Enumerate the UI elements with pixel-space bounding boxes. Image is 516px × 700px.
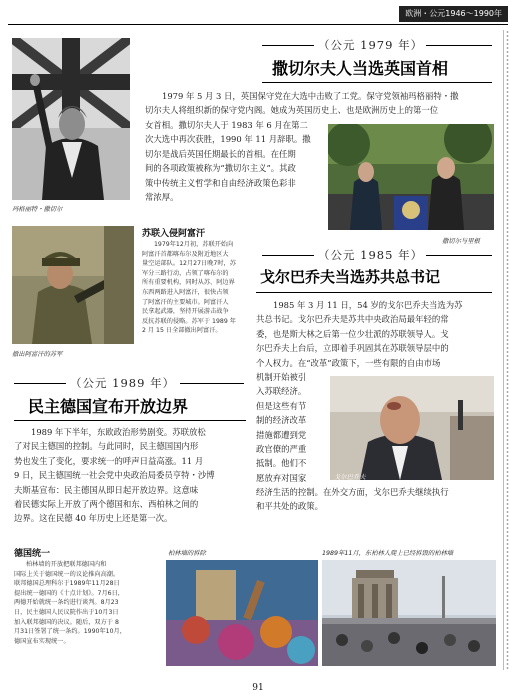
text-line: 委，也是斯大林之后第一位少壮派的苏联领导人。戈 (256, 328, 449, 339)
text-line: 策中传统主义哲学和自由经济政策色彩非 (145, 177, 296, 188)
title-rule-1979 (262, 82, 492, 83)
text-line: 夫斯基宣布：民主德国从即日起开放边界。这意味 (14, 484, 199, 495)
text-line: 和平共处的政策。 (256, 501, 323, 512)
text-line: 联邦德国总理科尔于1989年11月28日 (14, 580, 120, 588)
text-line: 德国宣布实现统一。 (14, 637, 70, 645)
text-line: 月31日签署了统一条约。1990年10月， (14, 628, 126, 636)
berlin-crowd-caption: 1989年11月，东柏林人爬上已经拆毁的柏林墙 (322, 550, 454, 557)
year-rule-1979 (262, 45, 314, 46)
text-line: 1989 年下半年，东欧政治形势剧变。苏联放松 (31, 427, 206, 437)
text-line: 愿放弃对国家 (256, 472, 307, 483)
text-line: 1985 年 3 月 11 日，54 岁的戈尔巴乔夫当选为苏 (273, 300, 463, 310)
berlin-wall-caption: 柏林墙的拆除 (168, 550, 206, 557)
text-line: 了对民主德国的控制。与此同时，民主德国国内形 (14, 441, 199, 452)
article-title-1989: 民主德国宣布开放边界 (28, 397, 189, 416)
header-rule (8, 24, 508, 25)
article-title-1985: 戈尔巴乔夫当选苏共总书记 (260, 268, 441, 286)
page-number: 91 (252, 683, 264, 693)
year-rule-1989 (14, 383, 66, 384)
year-rule-1985 (262, 255, 314, 256)
text-line: 势也发生了变化，要求统一的呼声日益高涨。11 月 (14, 455, 204, 466)
thatcher-photo (12, 38, 130, 200)
text-line: 着民德实际上开放了两个德国和东、西柏林之间的 (14, 499, 199, 510)
text-line: 女首相。撒切尔夫人于 1983 年 6 月在第二 (145, 120, 308, 130)
article-title-1979: 撒切尔夫人当选英国首相 (272, 59, 449, 78)
text-line: 所有重要机构，同时从苏、阿边界 (142, 279, 235, 287)
text-line: 切尔夫人将组织新的保守党内阁。她成为英国历史上、也是欧洲历史上的第一位 (145, 105, 439, 116)
text-line: 量空运部队。12月27日晚7时，苏 (142, 260, 236, 268)
text-line: 常浓厚。 (145, 192, 179, 203)
text-line: 次大选中再次获胜，1990 年 11 月辞职。撒 (145, 134, 311, 145)
text-line: 东西两路进入阿富汗，很快占领 (142, 288, 229, 296)
text-line: 日，民主德国人民议院作出于10月3日 (14, 608, 119, 616)
thatcher-reagan-photo (328, 124, 494, 230)
section-tab: 欧洲・公元1946～1990年 (399, 6, 508, 22)
text-line: 9 日，民主德国统一社会党中央政治局委员亨特・沙博 (14, 470, 215, 481)
side-rule (503, 30, 504, 670)
title-rule-1989 (14, 420, 246, 421)
berlin-crowd-photo (322, 560, 496, 666)
thatcher-reagan-caption: 撒切尔与里根 (442, 238, 480, 245)
text-line: 共总书记。戈尔巴乔夫是苏共中央政治局最年轻的常 (256, 314, 449, 325)
text-line: 加入联邦德国的决议。随后，双方于 8 (14, 618, 119, 626)
text-line: 1979年12月初，苏联开始向 (154, 241, 234, 248)
text-line: 间的各项政策被称为“撒切尔主义”。其政 (145, 163, 296, 174)
year-heading-1979: （公元 1979 年） (318, 38, 424, 52)
page-header (0, 0, 516, 22)
text-line: 切尔是战后英国任期最长的首相。在任期 (145, 148, 296, 159)
text-line: 国际上关于德国统一的议论推向高潮。 (14, 570, 120, 578)
afghan-soldier-caption: 撤出阿富汗的苏军 (12, 351, 63, 358)
text-line: 入苏联经济。 (256, 386, 307, 397)
text-line: 1979 年 5 月 3 日，英国保守党在大选中击败了工党。保守党领袖玛格丽特・撒 (162, 91, 459, 101)
year-heading-1989: （公元 1989 年） (70, 376, 176, 390)
text-line: 军分三路行动，占领了喀布尔的 (142, 269, 229, 277)
afghan-soldier-photo (12, 226, 134, 344)
text-line: 个人权力。在“改革”政策下，一些有限的自由市场 (256, 357, 441, 368)
unification-body (14, 560, 164, 646)
gorbachev-caption: 戈尔巴乔夫 (334, 474, 366, 481)
title-rule-1985 (256, 292, 492, 293)
year-rule-1979-right (426, 45, 492, 46)
year-rule-1989-right (180, 383, 244, 384)
text-line: 政官僚的严重 (256, 444, 307, 455)
text-line: 反抗苏联的侵略。苏军于 1989 年 (142, 317, 236, 325)
text-line: 尔巴乔夫上台后，立即着手巩固其在苏联领导层中的 (256, 343, 449, 354)
berlin-wall-photo (166, 560, 318, 666)
text-line: 民拿起武器，坚持开展游击战争 (142, 308, 229, 316)
text-line: 机制开始被引 (256, 372, 307, 382)
gorbachev-photo (330, 376, 494, 480)
year-heading-1985: （公元 1985 年） (318, 248, 424, 262)
article-body-1985 (256, 298, 496, 370)
article-body-1985-end (256, 485, 496, 514)
text-line: 柏林墙的开放把联邦德国内和 (26, 561, 107, 568)
article-body-1979-wrap (145, 118, 325, 204)
afghan-title: 苏联入侵阿富汗 (142, 229, 206, 239)
text-line: 措施都遭到党 (256, 429, 307, 440)
text-line: 阿富汗首都喀布尔及附近地区大 (142, 250, 229, 258)
unification-title: 德国统一 (14, 549, 51, 559)
afghan-body (142, 240, 270, 336)
article-body-1979 (145, 89, 495, 118)
text-line: 制的经济改革 (256, 415, 307, 426)
text-line: 抵制。他们不 (256, 458, 307, 469)
article-body-1985-narrow (256, 370, 326, 485)
thatcher-caption: 玛格丽特・撒切尔 (12, 206, 63, 213)
text-line: 但是这些有节 (256, 400, 307, 411)
text-line: 提出统一德国的《十点计划》。7月6日， (14, 589, 124, 597)
text-line: 了阿富汗的主要城市。阿富汗人 (142, 298, 229, 306)
text-line: 2 月 15 日全部撤出阿富汗。 (142, 327, 222, 335)
text-line: 经济生活的控制。在外交方面，戈尔巴乔夫继续执行 (256, 487, 449, 497)
side-dots-decoration (506, 30, 509, 670)
text-line: 边界。这在民德 40 年历史上还是第一次。 (14, 513, 173, 524)
article-body-1989 (14, 425, 248, 526)
year-rule-1985-right (426, 255, 492, 256)
text-line: 两德开始就统一条约进行谈判。8月23 (14, 599, 119, 607)
